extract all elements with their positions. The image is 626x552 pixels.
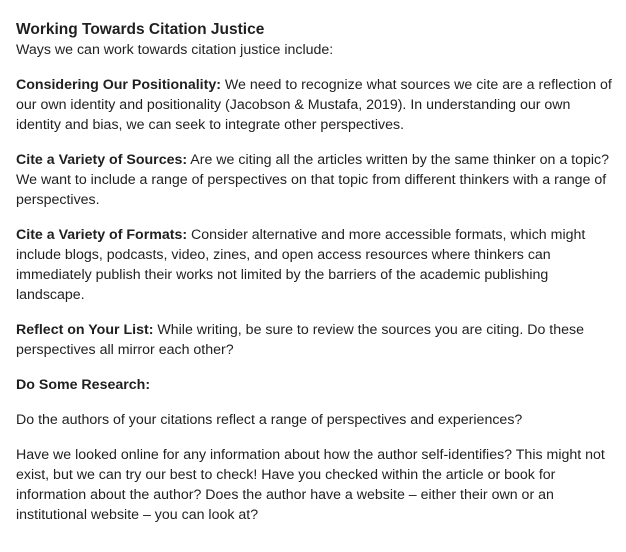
research-heading: Do Some Research: (16, 377, 151, 393)
section-heading: Reflect on Your List: (16, 322, 154, 338)
research-paragraph: Have we looked online for any information about how the author self-identifies? This might not exist, but we can try our best to check! Have you checked within the article or book for information about the author? Does the author have a website – either their own or an institutional website – you can look at? (16, 447, 605, 523)
section-variety-formats (16, 225, 616, 305)
section-body: Are we citing all the articles written by the same thinker on a topic? We want to include a range of perspectives on that topic from different thinkers with a range of perspectives. (16, 152, 610, 208)
section-heading: Cite a Variety of Formats: (16, 227, 188, 243)
section-positionality (16, 75, 616, 135)
section-heading: Cite a Variety of Sources: (16, 152, 188, 168)
research-paragraph: Do the authors of your citations reflect a range of perspectives and experiences? (16, 412, 523, 428)
section-body: While writing, be sure to review the sources you are citing. Do these perspectives all mirror each other? (16, 322, 584, 358)
section-heading: Considering Our Positionality: (16, 77, 221, 93)
section-reflect-list (16, 320, 616, 360)
section-body: We need to recognize what sources we cite are a reflection of our own identity and positionality (Jacobson & Mustafa, 2019). In understanding our own identity and bias, we can seek to integrate other perspectives. (16, 77, 612, 133)
page-title: Working Towards Citation Justice (16, 21, 265, 38)
intro-text: Ways we can work towards citation justice include: (16, 42, 334, 58)
section-variety-sources (16, 150, 616, 210)
section-body: Consider alternative and more accessible formats, which might include blogs, podcasts, video, zines, and open access resources where thinkers can immediately publish their works not limited by the barriers of the academic publishing landscape. (16, 227, 586, 303)
